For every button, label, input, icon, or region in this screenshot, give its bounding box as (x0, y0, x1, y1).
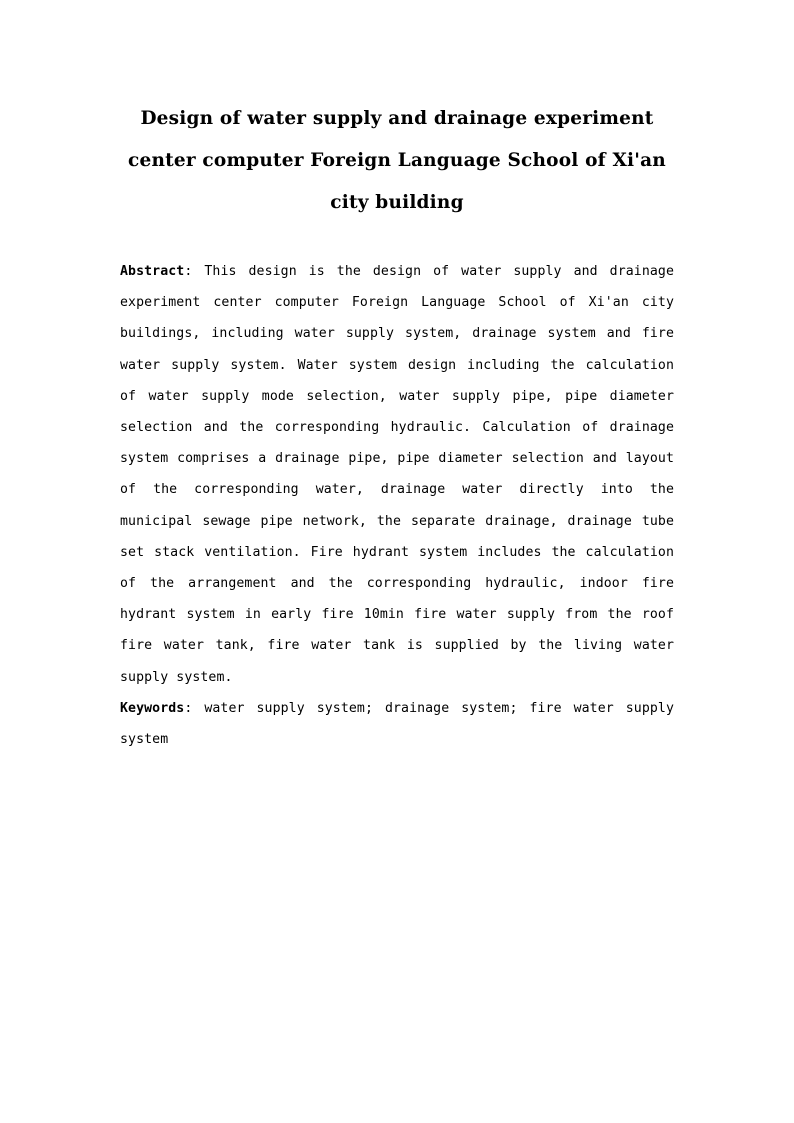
abstract-section (120, 256, 674, 755)
title-line-2: center computer Foreign Language School of Xi'an (128, 150, 666, 171)
title-line-1: Design of water supply and drainage experiment (140, 108, 654, 129)
paper-title (120, 98, 674, 224)
keywords-paragraph (120, 693, 674, 755)
title-line-3: city building (330, 192, 464, 213)
abstract-text: This design is the design of water supply and drainage experiment center computer Foreign Language School of Xi'an city buildings, including water supply system, drainage system and fire water supply system. Water system design including the calculation of water supply mode selection, water supply pipe, pipe diameter selection and the corresponding hydraulic. Calculation of drainage system comprises a drainage pipe, pipe diameter selection and layout of the corresponding water, drainage water directly into the municipal sewage pipe network, the separate drainage, drainage tube set stack ventilation. Fire hydrant system includes the calculation of the arrangement and the corresponding hydraulic, indoor fire hydrant system in early fire 10min fire water supply from the roof fire water tank, fire water tank is supplied by the living water supply system. (120, 264, 674, 685)
abstract-separator: : (184, 264, 205, 279)
abstract-label: Abstract (120, 264, 185, 279)
abstract-paragraph (120, 256, 674, 693)
keywords-text: water supply system; drainage system; fire water supply system (120, 700, 674, 748)
keywords-separator: : (184, 700, 205, 716)
keywords-label: Keywords (120, 700, 185, 716)
